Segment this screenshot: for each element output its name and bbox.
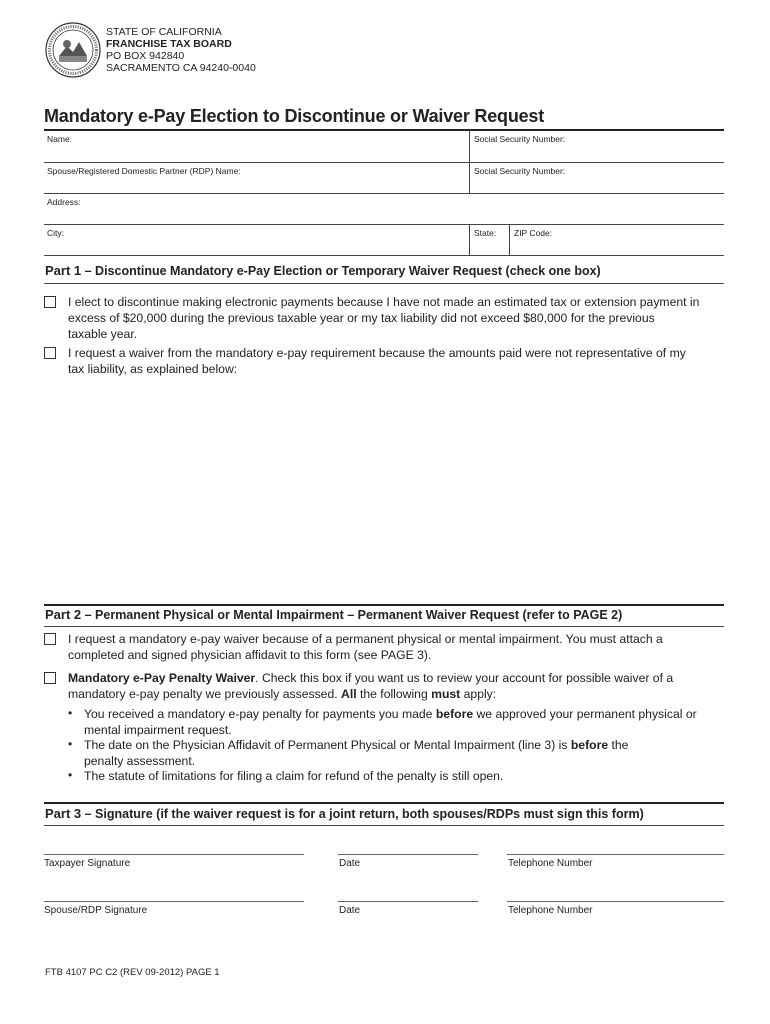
text-span: You received a mandatory e-pay penalty for payments you made bbox=[84, 707, 436, 721]
header-state: STATE OF CALIFORNIA bbox=[106, 26, 222, 38]
text-line: penalty assessment. bbox=[84, 754, 196, 768]
text-span: mandatory e-pay penalty we previously assessed. bbox=[68, 687, 342, 701]
text-line bbox=[84, 737, 628, 753]
address-field[interactable]: Address: bbox=[47, 197, 81, 207]
header-pobox: PO BOX 942840 bbox=[106, 50, 185, 62]
divider bbox=[44, 283, 724, 284]
text-line: mental impairment request. bbox=[84, 723, 232, 737]
divider bbox=[44, 162, 724, 163]
part2-option1-checkbox[interactable] bbox=[44, 633, 56, 645]
phone2-label: Telephone Number bbox=[508, 905, 593, 916]
text-line: I request a mandatory e-pay waiver because of a permanent physical or mental impairment. You must attach a bbox=[68, 632, 663, 646]
name-field[interactable]: Name: bbox=[47, 134, 73, 144]
part3-heading bbox=[45, 806, 644, 821]
part1-option2-checkbox[interactable] bbox=[44, 347, 56, 359]
header-city: SACRAMENTO CA 94240-0040 bbox=[106, 62, 256, 74]
part2-option1-text bbox=[68, 631, 663, 663]
taxpayer-signature-label: Taxpayer Signature bbox=[44, 858, 131, 869]
divider bbox=[44, 255, 724, 256]
text-span: . Check this box if you want us to review your account for possible waiver of a bbox=[255, 671, 674, 685]
part1-option2-text bbox=[68, 345, 686, 377]
part2-bullet1 bbox=[84, 706, 697, 738]
spouse-name-field[interactable]: Spouse/Registered Domestic Partner (RDP) Name: bbox=[47, 166, 241, 176]
divider bbox=[44, 193, 724, 194]
divider bbox=[44, 129, 724, 131]
bullet-icon: • bbox=[68, 737, 73, 751]
text-span: the following bbox=[356, 687, 432, 701]
text-span: The date on the Physician Affidavit of Permanent Physical or Mental Impairment (line 3) is bbox=[84, 738, 571, 752]
ssn-field[interactable]: Social Security Number: bbox=[474, 134, 566, 144]
date1-line[interactable] bbox=[338, 854, 478, 855]
part2-option2-text bbox=[68, 670, 728, 702]
divider bbox=[44, 802, 724, 804]
phone1-line[interactable] bbox=[507, 854, 724, 855]
divider bbox=[509, 224, 510, 255]
divider bbox=[469, 130, 470, 162]
text-line: taxable year. bbox=[68, 327, 138, 341]
text-span: before bbox=[435, 707, 474, 721]
part2-title: – Permanent Physical or Mental Impairment – Permanent Waiver Request (refer to PAGE 2) bbox=[81, 608, 623, 622]
spouse-ssn-field[interactable]: Social Security Number: bbox=[474, 166, 566, 176]
phone1-label: Telephone Number bbox=[508, 858, 593, 869]
part2-bullet2 bbox=[84, 737, 628, 769]
part2-bullet3: The statute of limitations for filing a claim for refund of the penalty is still open. bbox=[84, 769, 504, 783]
text-span: All bbox=[341, 687, 357, 701]
text-span: the bbox=[608, 738, 629, 752]
spouse-signature-line[interactable] bbox=[44, 901, 304, 902]
part1-heading bbox=[45, 263, 601, 278]
city-field[interactable]: City: bbox=[47, 228, 64, 238]
divider bbox=[44, 224, 724, 225]
bullet-icon: • bbox=[68, 706, 73, 720]
part1-option1-checkbox[interactable] bbox=[44, 296, 56, 308]
phone2-line[interactable] bbox=[507, 901, 724, 902]
divider bbox=[44, 604, 724, 606]
part1-option1-text bbox=[68, 294, 699, 342]
divider bbox=[44, 626, 724, 627]
text-span: before bbox=[570, 738, 609, 752]
page-title: Mandatory e-Pay Election to Discontinue or Waiver Request bbox=[44, 106, 545, 126]
zip-field[interactable]: ZIP Code: bbox=[514, 228, 553, 238]
divider bbox=[469, 224, 470, 255]
state-field[interactable]: State: bbox=[474, 228, 497, 238]
part2-number: Part 2 bbox=[45, 607, 82, 622]
text-line bbox=[84, 706, 697, 722]
text-line: excess of $20,000 during the previous taxable year or my tax liability did not exceed $80,000 for the previous bbox=[68, 311, 655, 325]
part2-heading bbox=[45, 607, 622, 622]
text-span: apply: bbox=[460, 687, 497, 701]
part3-number: Part 3 bbox=[45, 806, 82, 821]
bullet-icon: • bbox=[68, 768, 73, 782]
text-line: tax liability, as explained below: bbox=[68, 362, 238, 376]
part3-title: – Signature (if the waiver request is for a joint return, both spouses/RDPs must sign this form) bbox=[81, 807, 644, 821]
date2-line[interactable] bbox=[338, 901, 478, 902]
date1-label: Date bbox=[339, 858, 361, 869]
divider bbox=[44, 825, 724, 826]
penalty-waiver-label: Mandatory e-Pay Penalty Waiver bbox=[68, 671, 256, 685]
date2-label: Date bbox=[339, 905, 361, 916]
text-line: I request a waiver from the mandatory e-pay requirement because the amounts paid were not representative of my bbox=[68, 346, 686, 360]
california-seal bbox=[45, 22, 101, 78]
text-line: I elect to discontinue making electronic payments because I have not made an estimated tax or extension payment in bbox=[68, 295, 700, 309]
text-span: must bbox=[431, 687, 461, 701]
divider bbox=[469, 162, 470, 194]
text-line bbox=[68, 686, 728, 702]
spouse-signature-label: Spouse/RDP Signature bbox=[44, 905, 148, 916]
header-agency: FRANCHISE TAX BOARD bbox=[106, 38, 232, 50]
part1-title: – Discontinue Mandatory e-Pay Election or Temporary Waiver Request (check one box) bbox=[81, 264, 601, 278]
part2-option2-checkbox[interactable] bbox=[44, 672, 56, 684]
form-footer: FTB 4107 PC C2 (REV 09-2012) PAGE 1 bbox=[45, 967, 220, 978]
taxpayer-signature-line[interactable] bbox=[44, 854, 304, 855]
text-span: we approved your permanent physical or bbox=[473, 707, 697, 721]
text-line: completed and signed physician affidavit to this form (see PAGE 3). bbox=[68, 648, 432, 662]
part1-number: Part 1 bbox=[45, 263, 82, 278]
text-line bbox=[68, 670, 728, 686]
explanation-area[interactable] bbox=[44, 380, 724, 600]
